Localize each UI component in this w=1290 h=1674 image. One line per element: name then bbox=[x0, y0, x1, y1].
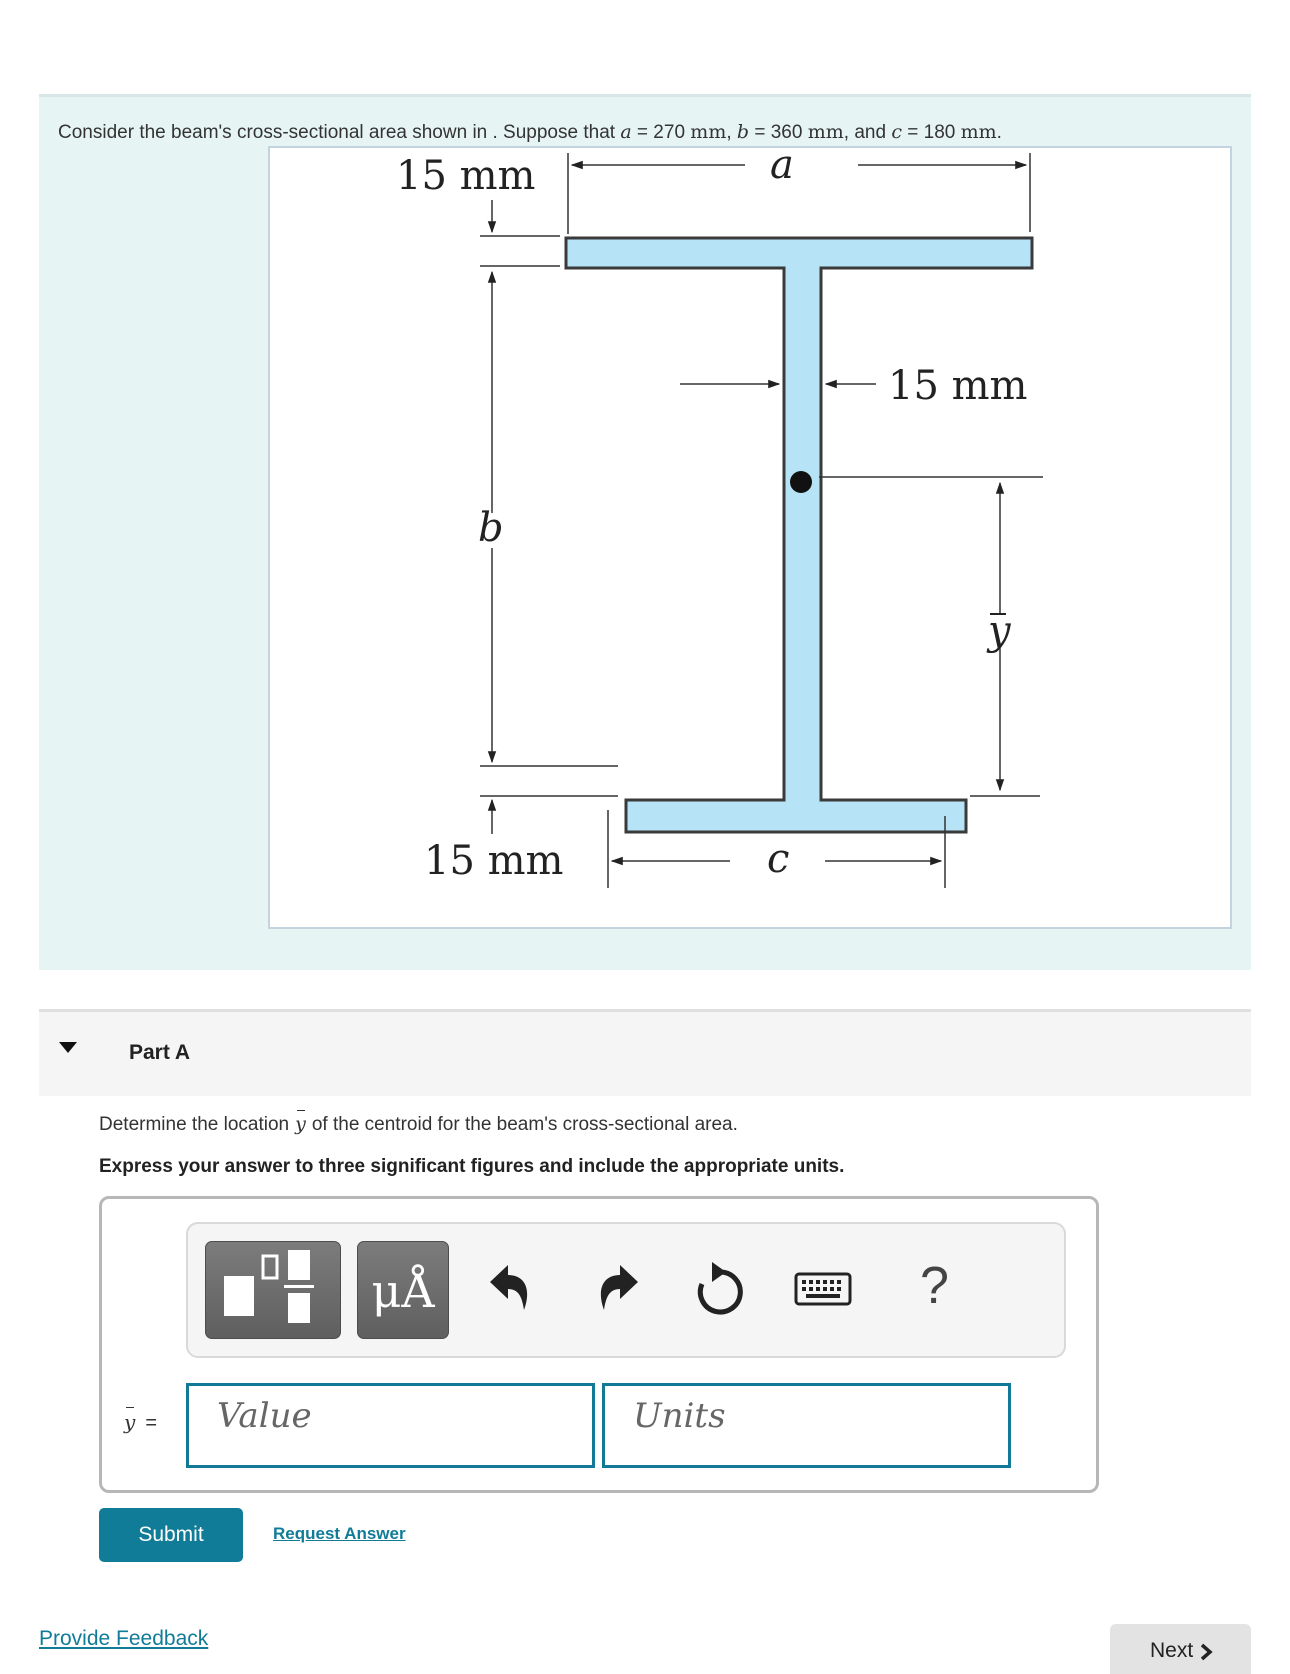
provide-feedback-link[interactable]: Provide Feedback bbox=[39, 1627, 209, 1650]
label-bottom-flange-thickness: 15 mm bbox=[424, 838, 564, 884]
units-input[interactable]: Units bbox=[602, 1383, 1011, 1468]
answer-ybar-symbol: y bbox=[124, 1410, 136, 1434]
undo-icon[interactable] bbox=[484, 1262, 534, 1319]
math-toolbar bbox=[186, 1222, 1066, 1358]
question-text: Determine the location y of the centroid for the beam's cross-sectional area. bbox=[99, 1113, 738, 1135]
label-a: a bbox=[770, 148, 794, 188]
redo-icon[interactable] bbox=[594, 1262, 644, 1319]
part-title: Part A bbox=[129, 1041, 191, 1064]
templates-button[interactable] bbox=[205, 1241, 341, 1339]
label-web-thickness: 15 mm bbox=[888, 363, 1028, 409]
centroid-point bbox=[790, 471, 812, 493]
beam-figure bbox=[268, 146, 1232, 929]
chevron-right-icon bbox=[1199, 1643, 1213, 1661]
part-a-header[interactable] bbox=[39, 1009, 1251, 1096]
label-top-flange-thickness: 15 mm bbox=[396, 153, 536, 199]
answer-label: y = bbox=[124, 1410, 157, 1434]
request-answer-link[interactable]: Request Answer bbox=[273, 1524, 406, 1543]
fraction-template-icon bbox=[206, 1242, 340, 1338]
ybar-symbol: y bbox=[295, 1113, 306, 1135]
keyboard-icon[interactable] bbox=[794, 1272, 852, 1313]
reset-icon[interactable] bbox=[692, 1260, 748, 1323]
label-c: c bbox=[767, 836, 790, 882]
label-b: b bbox=[478, 505, 504, 551]
beam-section bbox=[566, 238, 1032, 832]
value-input[interactable]: Value bbox=[186, 1383, 595, 1468]
submit-button[interactable]: Submit bbox=[99, 1508, 243, 1562]
answer-box bbox=[99, 1196, 1099, 1493]
next-label: Next bbox=[1150, 1639, 1194, 1662]
problem-statement bbox=[39, 94, 1251, 970]
label-ybar: y bbox=[988, 608, 1011, 654]
help-button[interactable]: ? bbox=[920, 1257, 949, 1315]
collapse-caret-icon[interactable] bbox=[59, 1042, 77, 1053]
problem-intro: Consider the beam's cross-sectional area shown in . Suppose that a = 270 mm, b = 360 mm, and c = 180 mm. bbox=[58, 121, 1002, 143]
beam-diagram bbox=[270, 148, 1232, 929]
i-beam-shape bbox=[566, 238, 1032, 832]
units-button[interactable]: μÅ bbox=[357, 1241, 449, 1339]
answer-instruction: Express your answer to three significant figures and include the appropriate units. bbox=[99, 1156, 845, 1177]
